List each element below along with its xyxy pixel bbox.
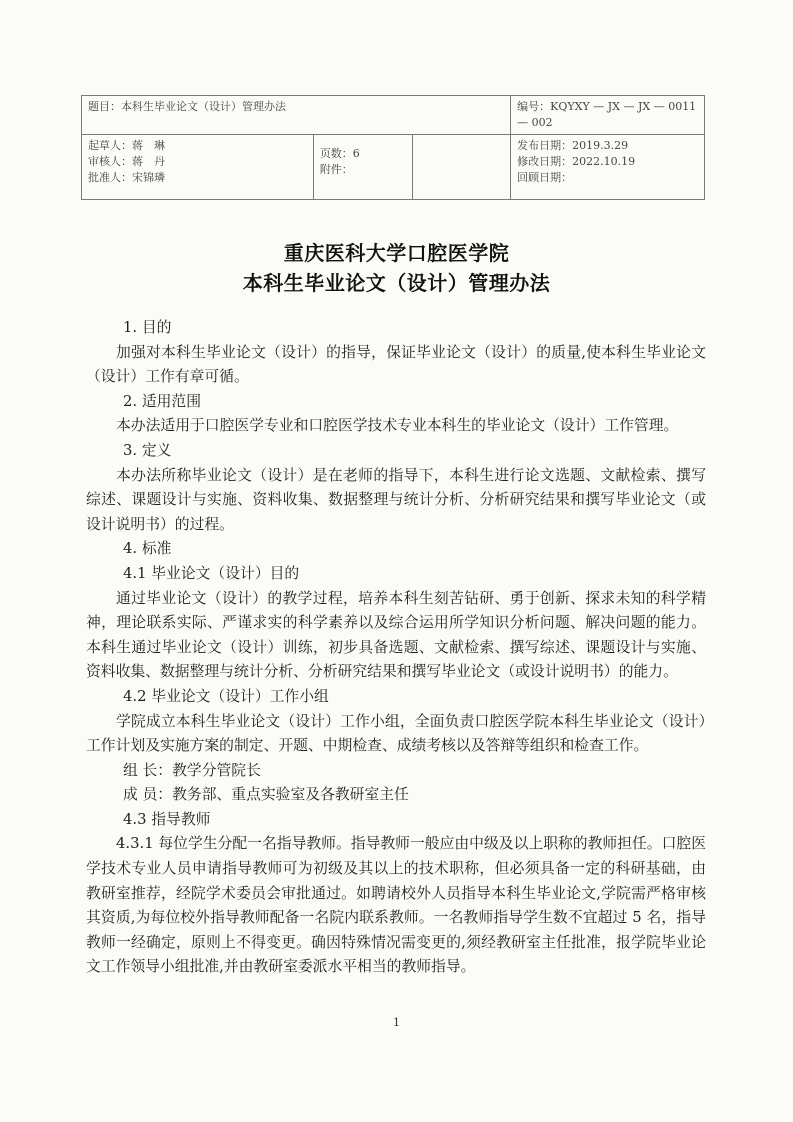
approver: 批准人：宋锦璘 [88,171,165,184]
section-2-heading: 2. 适用范围 [123,392,202,410]
section-4-3-heading: 4.3 指导教师 [123,810,211,828]
section-3-heading: 3. 定义 [123,441,172,459]
document-body [86,316,706,980]
review-date: 回顾日期： [517,171,573,184]
section-4-2-text: 学院成立本科生毕业论文（设计）工作小组，全面负责口腔医学院本科生毕业论文（设计）工作计划及实施方案的制定、开题、中期检查、成绩考核以及答辩等组织和检查工作。 [86,712,706,755]
publish-date: 发布日期：2019.3.29 [517,139,629,152]
drafter: 起草人：蒋 琳 [88,139,165,152]
section-4-3-1-text: 4.3.1 每位学生分配一名指导教师。指导教师一般应由中级及以上职称的教师担任。口腔医学技术专业人员申请指导教师可为初级及其以上的技术职称，但必须具备一定的科研基础，由教研室推荐，经院学术委员会审批通过。如聘请校外人员指导本科生毕业论文,学院需严格审核其资质,为每位校外指导教师配备一名院内联系教师。一名教师指导学生数不宜超过 5 名，指导教师一经确定，原则上不得变更。确因特殊情况需变更的,须经教研室主任批准，报学院毕业论文工作领导小组批准,并由教研室委派水平相当的教师指导。 [86,835,706,976]
document-header-table [81,95,705,200]
attachment: 附件： [319,163,353,176]
section-1-heading: 1. 目的 [123,319,172,336]
page-number: 1 [393,1016,400,1029]
group-leader: 组 长：教学分管院长 [123,761,261,779]
page-count: 页数：6 [319,147,360,160]
revise-date: 修改日期：2022.10.19 [517,155,636,168]
reviewer: 审核人：蒋 丹 [88,155,165,168]
section-2-text: 本办法适用于口腔医学专业和口腔医学技术专业本科生的毕业论文（设计）工作管理。 [116,417,679,435]
document-title-block [0,238,793,298]
section-4-1-heading: 4.1 毕业论文（设计）目的 [123,564,300,582]
header-code-cell [511,96,705,135]
section-3-text: 本办法所称毕业论文（设计）是在老师的指导下，本科生进行论文选题、文献检索、撰写综述、课题设计与实施、资料收集、数据整理与统计分析、分析研究结果和撰写毕业论文（或设计说明书）的过程。 [86,466,706,533]
section-4-heading: 4. 标准 [123,540,172,558]
institution-title: 重庆医科大学口腔医学院 [283,241,510,265]
section-4-2-heading: 4.2 毕业论文（设计）工作小组 [123,687,329,705]
header-title-cell [82,96,511,135]
header-title: 题目：本科生毕业论文（设计）管理办法 [88,100,286,113]
document-title: 本科生毕业论文（设计）管理办法 [242,271,551,295]
section-1-text: 加强对本科生毕业论文（设计）的指导，保证毕业论文（设计）的质量,使本科生毕业论文（设计）工作有章可循。 [86,343,706,386]
header-dates-cell [511,135,705,200]
section-4-1-text: 通过毕业论文（设计）的教学过程，培养本科生刻苦钻研、勇于创新、探求未知的科学精神，理论联系实际、严谨求实的科学素养以及综合运用所学知识分析问题、解决问题的能力。本科生通过毕业论文（设计）训练，初步具备选题、文献检索、撰写综述、课题设计与实施、资料收集、数据整理与统计分析、分析研究结果和撰写毕业论文（或设计说明书）的能力。 [86,589,706,681]
header-pages-cell [313,135,413,200]
header-empty-cell [413,135,511,200]
group-members: 成 员：教务部、重点实验室及各教研室主任 [123,786,409,804]
header-persons-cell [82,135,314,200]
header-code: 编号：KQYXY — JX — JX — 0011 — 002 [517,100,697,129]
